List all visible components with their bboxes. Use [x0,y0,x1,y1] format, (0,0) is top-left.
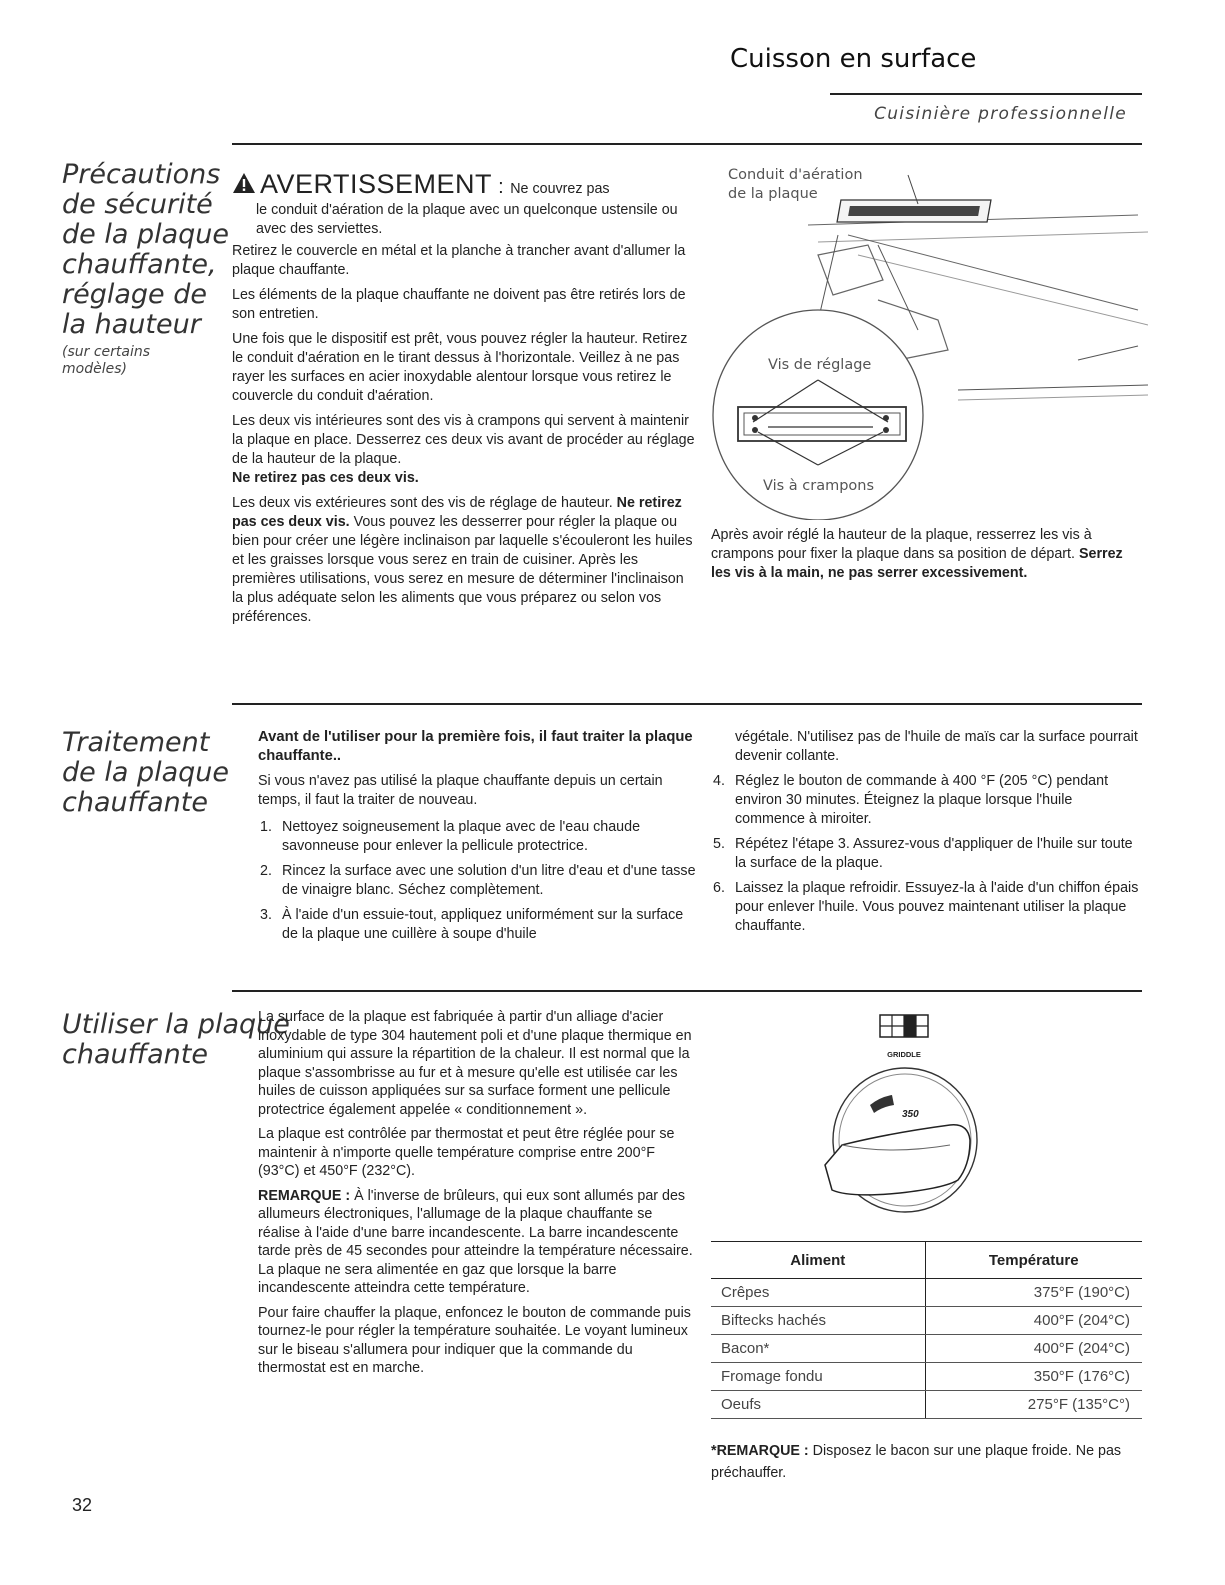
note-line: (sur certains [62,344,151,360]
title-line: chauffante, [62,249,217,280]
step-item: 6. Laissez la plaque refroidir. Essuyez-la à l'aide d'un chiffon épais pour enlever l'huile. Vous pouvez maintenant utiliser la plaque chauffante. [713,880,1139,934]
warning-heading: AVERTISSEMENT : [232,169,510,199]
warning-block [232,170,697,239]
section-divider-2 [232,703,1142,705]
warning-start: Ne couvrez pas [510,181,610,197]
header-divider [830,93,1142,95]
title-line: de la plaque [62,219,230,250]
paragraph: Les éléments de la plaque chauffante ne doivent pas être retirés lors de son entretien. [232,287,686,322]
table-header-food: Aliment [711,1242,925,1279]
steps-list-left [258,818,698,944]
griddle-icon-label: GRIDDLE [887,1050,921,1059]
paragraph: La plaque est contrôlée par thermostat et peut être réglée pour se maintenir à n'importe quelle température comprise entre 200°F (93°C) et 450°F (232°C). [258,1126,675,1179]
section-title-using-griddle: Utiliser la plaque chauffante [62,1009,290,1070]
section-divider-3 [232,990,1142,992]
vent-slots [837,200,991,222]
griddle-icon [880,1015,928,1037]
section-title-griddle-seasoning: Traitement de la plaque chauffante [62,727,230,818]
label-adjust-screw: Vis de réglage [768,357,872,373]
title-line: réglage de [62,279,207,310]
temperature-table [711,1241,1142,1419]
paragraph: La surface de la plaque est fabriquée à partir d'un alliage d'acier inoxydable de type 304 hautement poli et d'une plaque thermique en aluminium qui assure la répartition de la chaleur. Il est normal que la plaque s'assombrisse au fur et à mesure qu'elle est utilisée car les huiles de cuisson appliquées sur sa surface forment une pellicule protectrice également appelée « conditionnement ». [258,1009,692,1118]
step-item: 2. Rincez la surface avec une solution d'un litre d'eau et d'une tasse de vinaigre blanc. Séchez complètement. [260,863,696,898]
section2-left [258,728,698,950]
page-header-title: Cuisson en surface [730,44,977,74]
step-item: 1. Nettoyez soigneusement la plaque avec de l'eau chaude savonneuse pour enlever la pellicule protectrice. [260,819,641,854]
label-clamp-screw: Vis à crampons [763,478,875,494]
bold-warning: Ne retirez pas ces deux vis. [232,470,419,486]
table-row: Fromage fondu 350°F (176°C) [711,1363,1142,1391]
section-divider-1 [232,143,1142,145]
table-header-row [711,1242,1142,1279]
table-row: Biftecks hachés 400°F (204°C) [711,1307,1142,1335]
paragraph: végétale. N'utilisez pas de l'huile de maïs car la surface pourrait devenir collante. [735,729,1138,764]
paragraph: Pour faire chauffer la plaque, enfoncez le bouton de commande puis tournez-le pour régler la température souhaitée. Le voyant lumineux sur le biseau s'allumera pour indiquer que la commande du thermostat est en marche. [258,1304,691,1376]
section2-right [711,728,1143,942]
warning-triangle-icon [232,172,256,194]
table-row: Crêpes 375°F (190°C) [711,1279,1142,1307]
step-item: 4. Réglez le bouton de commande à 400 °F (205 °C) pendant environ 30 minutes. Éteignez la plaque lorsque l'huile commence à miroiter. [713,773,1109,827]
paragraph: Après avoir réglé la hauteur de la plaque, resserrez les vis à crampons pour fixer la plaque dans sa position de départ. Serrez les vis à la main, ne pas serrer excessivement. [711,527,1123,581]
paragraph: REMARQUE : À l'inverse de brûleurs, qui eux sont allumés par des allumeurs électroniques, l'allumage de la plaque chauffante se réalise à l'aide d'une barre incandescente. La barre incandescente tarde près de 45 secondes pour atteindre la température nécessaire. La plaque ne sera alimentée en gaz que lorsque la barre incandescente atteindra cette température. [258,1187,693,1296]
steps-list-right [711,772,1143,936]
title-line: la hauteur [62,309,201,340]
warning-text: le conduit d'aération de la plaque avec un quelconque ustensile ou avec des serviettes. [256,202,678,237]
title-line: de sécurité [62,189,213,220]
table-row: Oeufs 275°F (135°C°) [711,1391,1142,1419]
label-vent-line1: Conduit d'aération [728,167,863,183]
section1-body [232,170,697,633]
note-line: modèles) [62,361,127,377]
title-line: Précautions [62,159,221,190]
paragraph: Une fois que le dispositif est prêt, vous pouvez régler la hauteur. Retirez le conduit d'aération en le tirant dessus à l'horizontale. Veillez à ne pas rayer les surfaces en acier inoxydable alentour lorsque vous retirez le couvercle du conduit d'aération. [232,331,688,404]
knob-temperature-value: 350 [902,1109,919,1120]
page-header-subtitle: Cuisinière professionnelle [874,104,1127,124]
griddle-knob-figure [820,1005,1000,1220]
label-vent-line2: de la plaque [728,186,818,202]
table-header-temperature: Température [925,1242,1142,1279]
intro-bold: Avant de l'utiliser pour la première fois, il faut traiter la plaque chauffante.. [258,729,693,764]
step-item: 3. À l'aide d'un essuie-tout, appliquez uniformément sur la surface de la plaque une cuillère à soupe d'huile [260,907,684,942]
page-number: 32 [72,1495,93,1515]
section-title-griddle-safety [62,160,229,378]
section-note [62,344,229,378]
bacon-remark: *REMARQUE : Disposez le bacon sur une plaque froide. Ne pas préchauffer. [711,1443,1122,1481]
section3-body [258,1008,698,1384]
paragraph: Si vous n'avez pas utilisé la plaque chauffante depuis un certain temps, il faut la traiter de nouveau. [258,773,663,808]
griddle-adjustment-figure [708,160,1148,520]
section1-right-text [711,526,1143,589]
paragraph: Les deux vis intérieures sont des vis à crampons qui servent à maintenir la plaque en place. Desserrez ces deux vis avant de procéder au réglage de la hauteur de la plaque. Ne retirez pas ces deux vis. [232,413,695,486]
step-item: 5. Répétez l'étape 3. Assurez-vous d'appliquer de l'huile sur toute la surface de la plaque. [713,836,1133,871]
table-row: Bacon* 400°F (204°C) [711,1335,1142,1363]
paragraph: Les deux vis extérieures sont des vis de réglage de hauteur. Ne retirez pas ces deux vis. Vous pouvez les desserrer pour régler la plaque ou bien pour créer une légère inclinaison par laquelle s'écouleront les huiles et les graisses lorsque vous serez en train de cuisiner. Après les premières utilisations, vous serez en mesure de déterminer l'inclinaison la plus adéquate selon les aliments que vous préparez ou selon vos préférences. [232,495,693,625]
paragraph: Retirez le couvercle en métal et la planche à trancher avant d'allumer la plaque chauffante. [232,243,686,278]
